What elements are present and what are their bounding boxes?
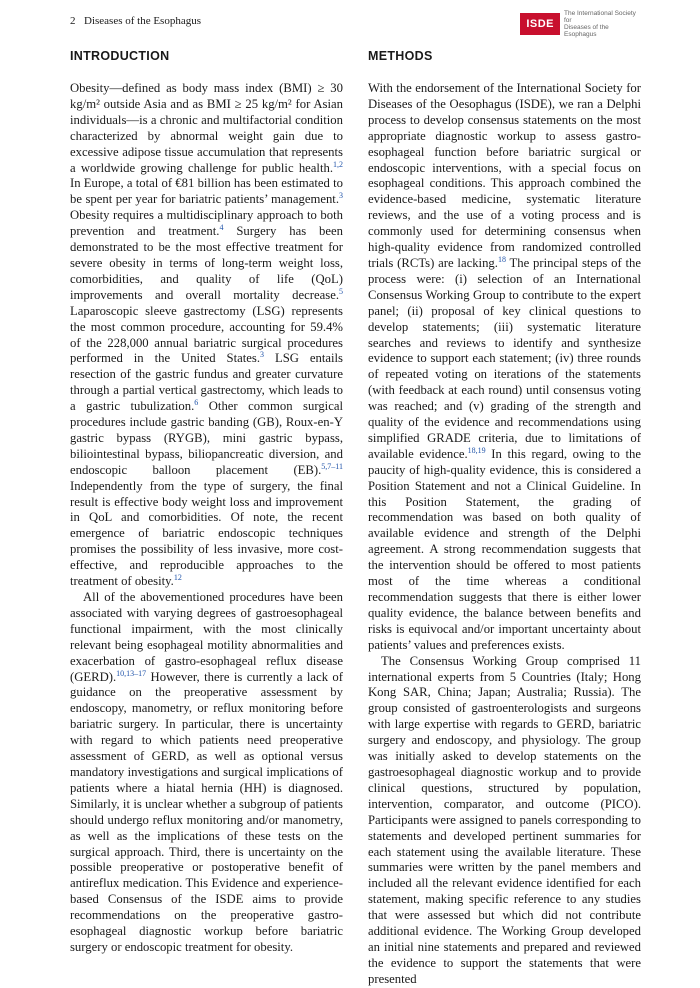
citation[interactable]: 12 (173, 572, 182, 582)
citation[interactable]: 1,2 (333, 159, 343, 169)
logo-society-name (564, 10, 642, 38)
citation[interactable]: 5 (339, 286, 343, 296)
left-column (70, 49, 343, 956)
logo-abbreviation: ISDE (520, 13, 560, 35)
page-number: 2 (70, 15, 76, 27)
page-header (70, 10, 642, 36)
methods-paragraph-2: The Consensus Working Group comprised 11 international experts from 5 Countries (Italy; Hong Kong SAR, China; Japan; Australia; Russia). The group consisted of gastroenterologists and surgeons with large expertise with regards to GERD, bariatric surgery and endoscopy, and physiology. The group was initially asked to develop statements on the gastroesophageal diagnostic workup and to provide clinical questions, structured by population, intervention, comparator, and outcome (PICO). Participants were assigned to panels corresponding to statements and developed pertinent summaries for each statement using the available literature. These summaries were written by the panel members and included all the relevant evidence identified for each statement, making specific reference to any studies that were assessed but which did not contribute additional evidence. The Working Group developed an initial nine statements and prepared and reviewed the evidence to support the statements that were presented (368, 653, 641, 986)
citation[interactable]: 3 (339, 191, 343, 201)
isde-logo (520, 10, 642, 38)
citation[interactable]: 4 (219, 222, 224, 232)
citation[interactable]: 18,19 (467, 445, 486, 455)
introduction-paragraph-1: Obesity—defined as body mass index (BMI) ≥ 30 kg/m² outside Asia and as BMI ≥ 25 kg/m² for Asian individuals—is a chronic and multifactorial condition characterized by abnormal weight gain due to excessive adipose tissue accumulation that represents a worldwide growing challenge for public health.$^{1,2}$ In Europe, a total of €81 billion has been estimated to be spent per year for bariatric patients’ management.$^3$ Obesity requires a multidisciplinary approach to both prevention and treatment.$^4$ Surgery has been demonstrated to be the most effective treatment for severe obesity in terms of long-term weight loss, comorbidities, and quality of life (QoL) improvements and overall mortality decrease.$^5$ Laparoscopic sleeve gastrectomy (LSG) represents the most common procedure, accounting for 59.4% of the 228,000 annual bariatric surgical procedures performed in the United States.$^3$ LSG entails resection of the gastric fundus and greater curvature through a partial vertical gastrectomy, which leads to a gastric tubulization.$^6$ Other common surgical procedures include gastric banding (GB), Roux-en-Y gastric bypass (RYGB), mini gastric bypass, biliointestinal bypass, biliopancreatic diversion, and endoscopic balloon placement (EB).$^{5,7-11}$ Independently from the type of surgery, the final result is effective body weight loss and improvement in QoL and comorbidities. Of note, the recent emergence of bariatric endoscopic techniques promises the possibility of less invasive, more cost-effective, and reproducible approaches to the treatment of obesity.$^{12}$ (70, 81, 343, 589)
citation[interactable]: 5,7–11 (321, 461, 343, 471)
introduction-paragraph-2: All of the abovementioned procedures have been associated with varying degrees of gastroesophageal functional impairment, with the most clinically relevant being esophageal motility abnormalities and exacerbation of gastro-esophageal reflux disease (GERD).$^{10,13-17}$ However, there is currently a lack of guidance on the preoperative assessment by endoscopy, manometry, or reflux monitoring before bariatric surgery. In particular, there is uncertainty with regard to which patients need preoperative assessment of GERD, as well as optional versus mandatory investigations and surgical implications of patients where a hiatal hernia (HH) is diagnosed. Similarly, it is unclear whether a subgroup of patients should undergo reflux monitoring and/or manometry, as well as the implications of these tests on the surgical approach. Third, there is uncertainty on the possible preoperative or postoperative benefit of antireflux medication. This Evidence and experience-based Consensus of the ISDE aims to provide recommendations on the preoperative gastro-esophageal diagnostic workup before bariatric surgery or endoscopic treatment for obesity. (70, 590, 343, 954)
right-column (368, 49, 641, 988)
methods-paragraph-1: With the endorsement of the International Society for Diseases of the Oesophagus (ISDE), we ran a Delphi process to develop consensus statements on the most appropriate diagnostic workup to assess gastro-esophageal function before bariatric surgical or endoscopic interventions, with a special focus on esophageal conditions. This approach combined the evidence-based medicine, systematic literature reviews, and the use of a voting process and is commonly used for determining consensus when high-quality evidence from randomized controlled trials (RCTs) are lacking.$^{18}$ The principal steps of the process were: (i) selection of an International Consensus Working Group to contribute to the expert panel; (ii) proposal of key clinical questions to develop statements; (iii) systematic literature searches and reviews to identify and synthesize evidence to support each statement; (iv) three rounds of repeated voting on iterations of the statements (with feedback at each round) until consensus voting was reached; and (v) grading of the strength and quality of the evidence and recommendations using simplified GRADE criteria, due to limitations of available evidence.$^{18,19}$ In this regard, owing to the paucity of high-quality evidence, this is considered a Position Statement and not a Clinical Guideline. In this Position Statement, the grading of recommendation was based on both quality of available evidence and strength of the Delphi agreement. A strong recommendation suggests that the intervention should be offered to most patients most of the time whereas a conditional recommendation suggests that there is either lower quality evidence, the balance between benefits and risks is equivocal and/or important uncertainty about patients’ values and preferences exists. (368, 81, 641, 652)
introduction-heading: INTRODUCTION (70, 49, 170, 63)
citation[interactable]: 18 (497, 254, 506, 264)
citation[interactable]: 10,13–17 (116, 668, 147, 678)
journal-title: Diseases of the Esophagus (84, 15, 202, 27)
logo-line-2: Diseases of the Esophagus (564, 24, 609, 38)
citation[interactable]: 6 (194, 397, 199, 407)
citation[interactable]: 3 (260, 350, 265, 360)
methods-heading: METHODS (368, 49, 433, 63)
logo-line-1: The International Society for (564, 10, 636, 24)
